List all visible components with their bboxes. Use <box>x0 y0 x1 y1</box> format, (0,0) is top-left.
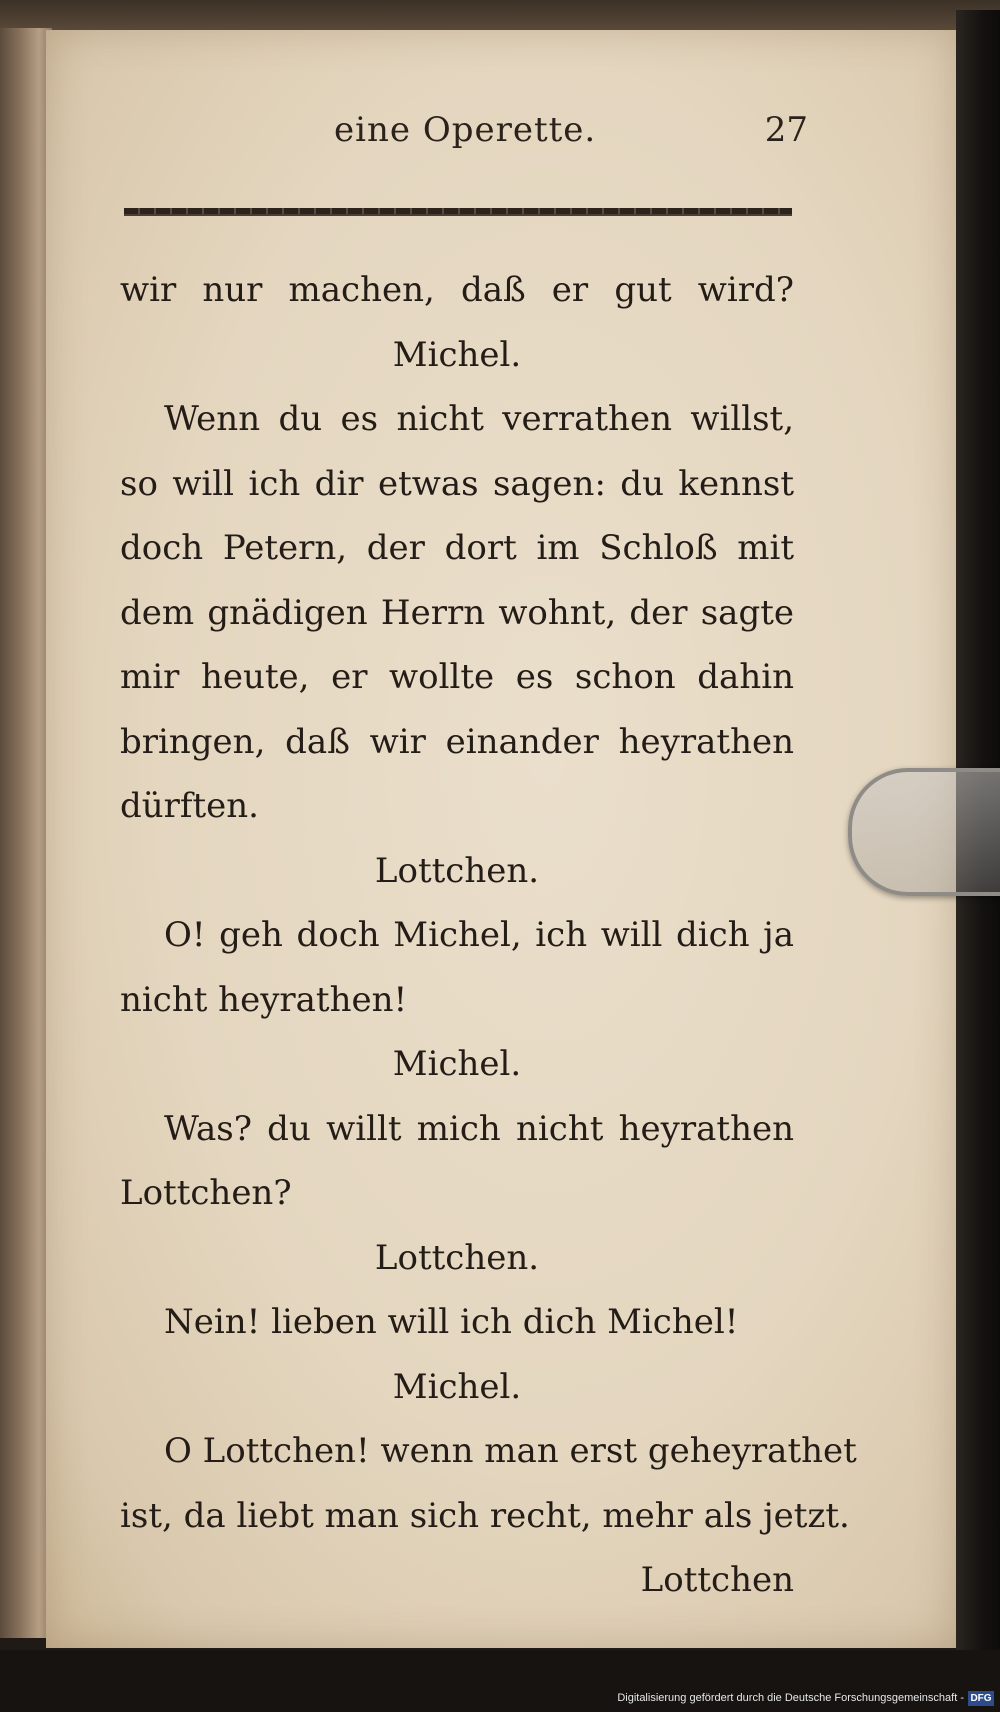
text-line: Nein! lieben will ich dich Michel! <box>164 1302 739 1342</box>
text-line: ist, da liebt man sich recht, mehr als jetzt. <box>120 1495 850 1536</box>
catchword: Lottchen <box>640 1560 794 1600</box>
page-header <box>118 110 808 160</box>
running-head: eine Operette. <box>334 110 597 150</box>
text-line: dem gnädigen Herrn wohnt, der sagte <box>120 592 794 633</box>
footer-bar <box>0 1650 1000 1712</box>
text-line: doch Petern, der dort im Schloß mit <box>120 528 794 568</box>
text-line: mir heute, er wollte es schon dahin <box>120 657 794 697</box>
paper-clip-icon <box>848 768 1000 896</box>
text-line: so will ich dir etwas sagen: du kennst <box>120 463 794 504</box>
speaker-name: Lottchen. <box>374 850 540 891</box>
page-number: 27 <box>764 110 808 150</box>
speaker-name: Michel. <box>392 1044 522 1084</box>
text-line: Wenn du es nicht verrathen willst, <box>164 399 794 439</box>
text-line: Was? du willt mich nicht heyrathen <box>164 1108 794 1149</box>
speaker-name: Michel. <box>392 1366 522 1407</box>
text-line: O Lottchen! wenn man erst geheyrathet <box>164 1431 857 1471</box>
speaker-name: Michel. <box>392 334 522 375</box>
speaker-name: Lottchen. <box>374 1237 540 1278</box>
text-line: wir nur machen, daß er gut wird? <box>120 270 794 310</box>
book-top-edge <box>0 0 1000 32</box>
footer-credit: Digitalisierung gefördert durch die Deutsche Forschungsgemeinschaft - <box>617 1692 964 1704</box>
header-rule <box>124 208 792 216</box>
text-line: dürften. <box>120 786 259 826</box>
text-line: bringen, daß wir einander heyrathen <box>120 721 794 762</box>
text-line: nicht heyrathen! <box>120 979 408 1020</box>
dfg-logo-icon: DFG <box>968 1691 994 1706</box>
text-line: Lottchen? <box>120 1173 292 1213</box>
facing-page-edge <box>0 28 52 1638</box>
text-line: O! geh doch Michel, ich will dich ja <box>164 915 794 955</box>
body-text <box>120 258 857 1613</box>
